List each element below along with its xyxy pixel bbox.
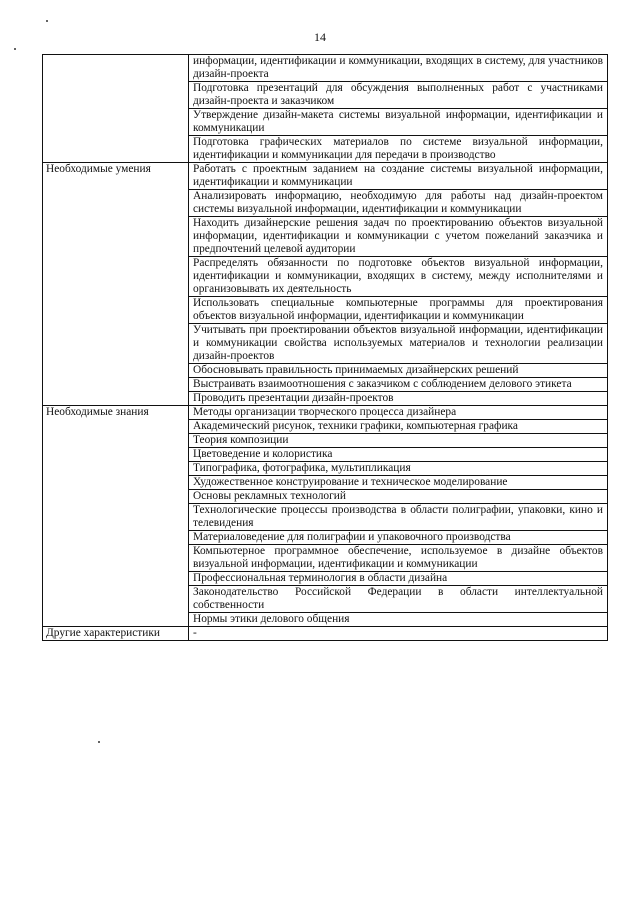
requirement-item: Теория композиции — [189, 434, 608, 448]
scan-speck — [98, 741, 100, 743]
requirements-table — [42, 54, 608, 641]
section-title: Другие характеристики — [43, 627, 189, 641]
requirement-item: Утверждение дизайн-макета системы визуальной информации, идентификации и коммуникации — [189, 109, 608, 136]
requirement-item: Подготовка графических материалов по системе визуальной информации, идентификации и коммуникации для передачи в производство — [189, 136, 608, 163]
requirement-item: Анализировать информацию, необходимую для работы над дизайн-проектом системы визуальной информации, идентификации и коммуникации — [189, 190, 608, 217]
requirement-item: Выстраивать взаимоотношения с заказчиком с соблюдением делового этикета — [189, 378, 608, 392]
requirement-item: Основы рекламных технологий — [189, 490, 608, 504]
table-row — [43, 627, 608, 641]
requirement-item: Подготовка презентаций для обсуждения выполненных работ с участниками дизайн-проекта и заказчиком — [189, 82, 608, 109]
requirement-item: Законодательство Российской Федерации в области интеллектуальной собственности — [189, 586, 608, 613]
page-number: 14 — [314, 30, 326, 44]
table-row — [43, 55, 608, 82]
section-title: Необходимые умения — [43, 163, 189, 406]
section-title — [43, 55, 189, 163]
requirement-item: Использовать специальные компьютерные программы для проектирования объектов визуальной информации, идентификации и коммуникации — [189, 297, 608, 324]
requirement-item: Технологические процессы производства в области полиграфии, упаковки, кино и телевидения — [189, 504, 608, 531]
requirement-item: Типографика, фотографика, мультипликация — [189, 462, 608, 476]
requirement-item: Художественное конструирование и техническое моделирование — [189, 476, 608, 490]
requirement-item: Нормы этики делового общения — [189, 613, 608, 627]
scan-speck — [14, 48, 16, 50]
table-row — [43, 406, 608, 420]
requirement-item: Обосновывать правильность принимаемых дизайнерских решений — [189, 364, 608, 378]
requirement-item: Материаловедение для полиграфии и упаковочного производства — [189, 531, 608, 545]
requirement-item: Работать с проектным заданием на создание системы визуальной информации, идентификации и коммуникации — [189, 163, 608, 190]
requirement-item: Находить дизайнерские решения задач по проектированию объектов визуальной информации, идентификации и коммуникации с учетом пожеланий заказчика и предпочтений целевой аудитории — [189, 217, 608, 257]
requirement-item: Методы организации творческого процесса дизайнера — [189, 406, 608, 420]
requirement-item: информации, идентификации и коммуникации, входящих в систему, для участников дизайн-проекта — [189, 55, 608, 82]
requirement-item: Компьютерное программное обеспечение, используемое в дизайне объектов визуальной информации, идентификации и коммуникации — [189, 545, 608, 572]
requirement-item: Учитывать при проектировании объектов визуальной информации, идентификации и коммуникации свойства используемых материалов и технологии реализации дизайн-проектов — [189, 324, 608, 364]
requirement-item: Академический рисунок, техники графики, компьютерная графика — [189, 420, 608, 434]
requirement-item: Проводить презентации дизайн-проектов — [189, 392, 608, 406]
section-title: Необходимые знания — [43, 406, 189, 627]
table-row — [43, 163, 608, 190]
requirement-item: Профессиональная терминология в области дизайна — [189, 572, 608, 586]
requirement-item: Распределять обязанности по подготовке объектов визуальной информации, идентификации и коммуникации, входящих в систему, между исполнителями и организовывать их деятельность — [189, 257, 608, 297]
requirement-item: - — [189, 627, 608, 641]
requirement-item: Цветоведение и колористика — [189, 448, 608, 462]
scan-speck — [46, 20, 48, 22]
